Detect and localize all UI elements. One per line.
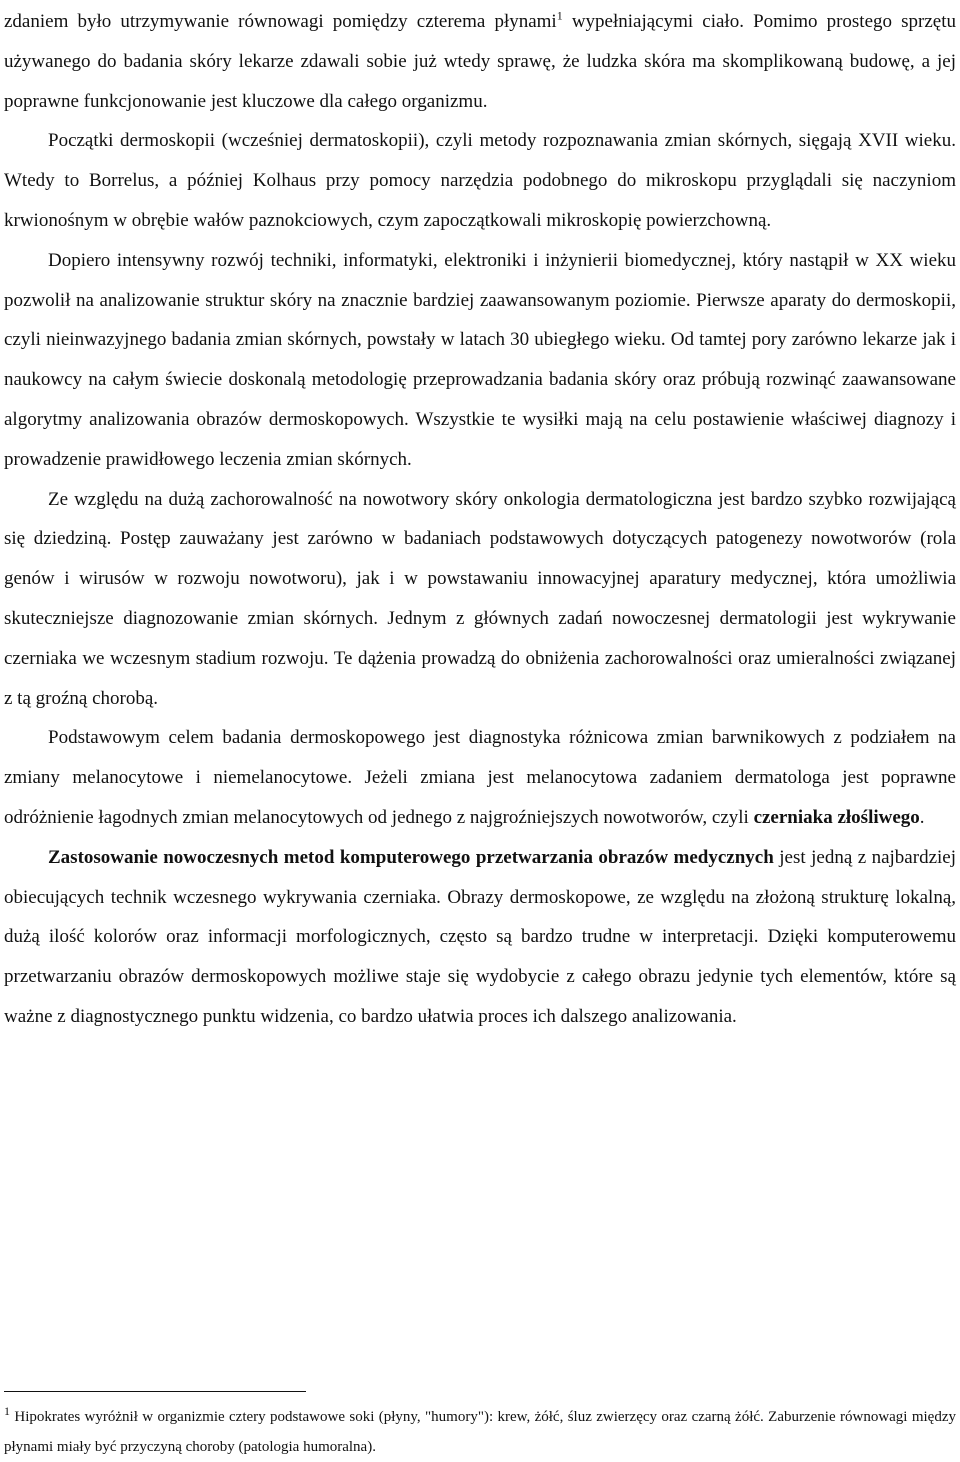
bold-text: czerniaka złośliwego — [753, 806, 920, 828]
paragraph — [4, 838, 956, 1037]
paragraph-text: wypełniającymi ciało. Pomimo prostego sprzętu używanego do badania skóry lekarze zdawali sobie już wtedy sprawę, że ludzka skóra ma skomplikowaną budowę, a jej poprawne funkcjonowanie jest kluczowe dla całego organizmu. — [4, 11, 956, 112]
body-text — [4, 2, 956, 1037]
paragraph — [4, 718, 956, 837]
footnote-reference: 1 — [556, 8, 563, 23]
footnote-paragraph — [4, 1402, 956, 1462]
footnote-separator — [4, 1391, 306, 1392]
paragraph — [4, 241, 956, 480]
paragraph-text: Podstawowym celem badania dermoskopowego jest diagnostyka różnicowa zmian barwnikowych z podziałem na zmiany melanocytowe i niemelanocytowe. Jeżeli zmiana jest melanocytowa zadaniem dermatologa jest poprawne odróżnienie łagodnych zmian melanocytowych od jednego z najgroźniejszych nowotworów, czyli — [4, 727, 956, 828]
footnote — [4, 1402, 956, 1462]
paragraph-text: Ze względu na dużą zachorowalność na nowotwory skóry onkologia dermatologiczna jest bardzo szybko rozwijającą się dziedziną. Postęp zauważany jest zarówno w badaniach podstawowych dotyczących patogenezy nowotworów (rola genów i wirusów w rozwoju nowotworu), jak i w powstawaniu innowacyjnej aparatury medycznej, która umożliwia skuteczniejsze diagnozowanie zmian skórnych. Jednym z głównych zadań nowoczesnej dermatologii jest wykrywanie czerniaka we wczesnym stadium rozwoju. Te dążenia prowadzą do obniżenia zachorowalności oraz umieralności związanej z tą groźną chorobą. — [4, 488, 956, 709]
paragraph-text: . — [919, 806, 925, 828]
paragraph — [4, 121, 956, 240]
footnote-text: Hipokrates wyróżnił w organizmie cztery podstawowe soki (płyny, "humory"): krew, żółć, śluz zwierzęcy oraz czarną żółć. Zaburzenie równowagi między płynami miały być przyczyną choroby (patologia humoralna). — [4, 1409, 956, 1455]
bold-text: Zastosowanie nowoczesnych metod komputerowego przetwarzania obrazów medycznych — [48, 846, 774, 868]
paragraph-text: jest jedną z najbardziej obiecujących technik wczesnego wykrywania czerniaka. Obrazy dermoskopowe, ze względu na złożoną strukturę lokalną, dużą ilość kolorów oraz informacji morfologicznych, często są bardzo trudne w interpretacji. Dzięki komputerowemu przetwarzaniu obrazów dermoskopowych możliwe staje się wydobycie z całego obrazu jedynie tych elementów, które są ważne z diagnostycznego punktu widzenia, co bardzo ułatwia proces ich dalszego analizowania. — [4, 846, 956, 1027]
paragraph-text: Początki dermoskopii (wcześniej dermatoskopii), czyli metody rozpoznawania zmian skórnych, sięgają XVII wieku. Wtedy to Borrelus, a później Kolhaus przy pomocy narzędzia podobnego do mikroskopu przyglądali się naczyniom krwionośnym w obrębie wałów paznokciowych, czym zapoczątkowali mikroskopię powierzchowną. — [4, 130, 956, 231]
paragraph-text: Dopiero intensywny rozwój techniki, informatyki, elektroniki i inżynierii biomedycznej, który nastąpił w XX wieku pozwolił na analizowanie struktur skóry na znacznie bardziej zaawansowanym poziomie. Pierwsze aparaty do dermoskopii, czyli nieinwazyjnego badania zmian skórnych, powstały w latach 30 ubiegłego wieku. Od tamtej pory zarówno lekarze jak i naukowcy na całym świecie doskonalą metodologię przeprowadzania badania skóry oraz próbują rozwinąć zaawansowane algorytmy analizowania obrazów dermoskopowych. Wszystkie te wysiłki mają na celu postawienie właściwej diagnozy i prowadzenie prawidłowego leczenia zmian skórnych. — [4, 249, 956, 470]
paragraph — [4, 2, 956, 121]
paragraph-text: zdaniem było utrzymywanie równowagi pomiędzy czterema płynami — [4, 11, 557, 32]
footnote-marker: 1 — [4, 1404, 10, 1418]
paragraph — [4, 480, 956, 719]
